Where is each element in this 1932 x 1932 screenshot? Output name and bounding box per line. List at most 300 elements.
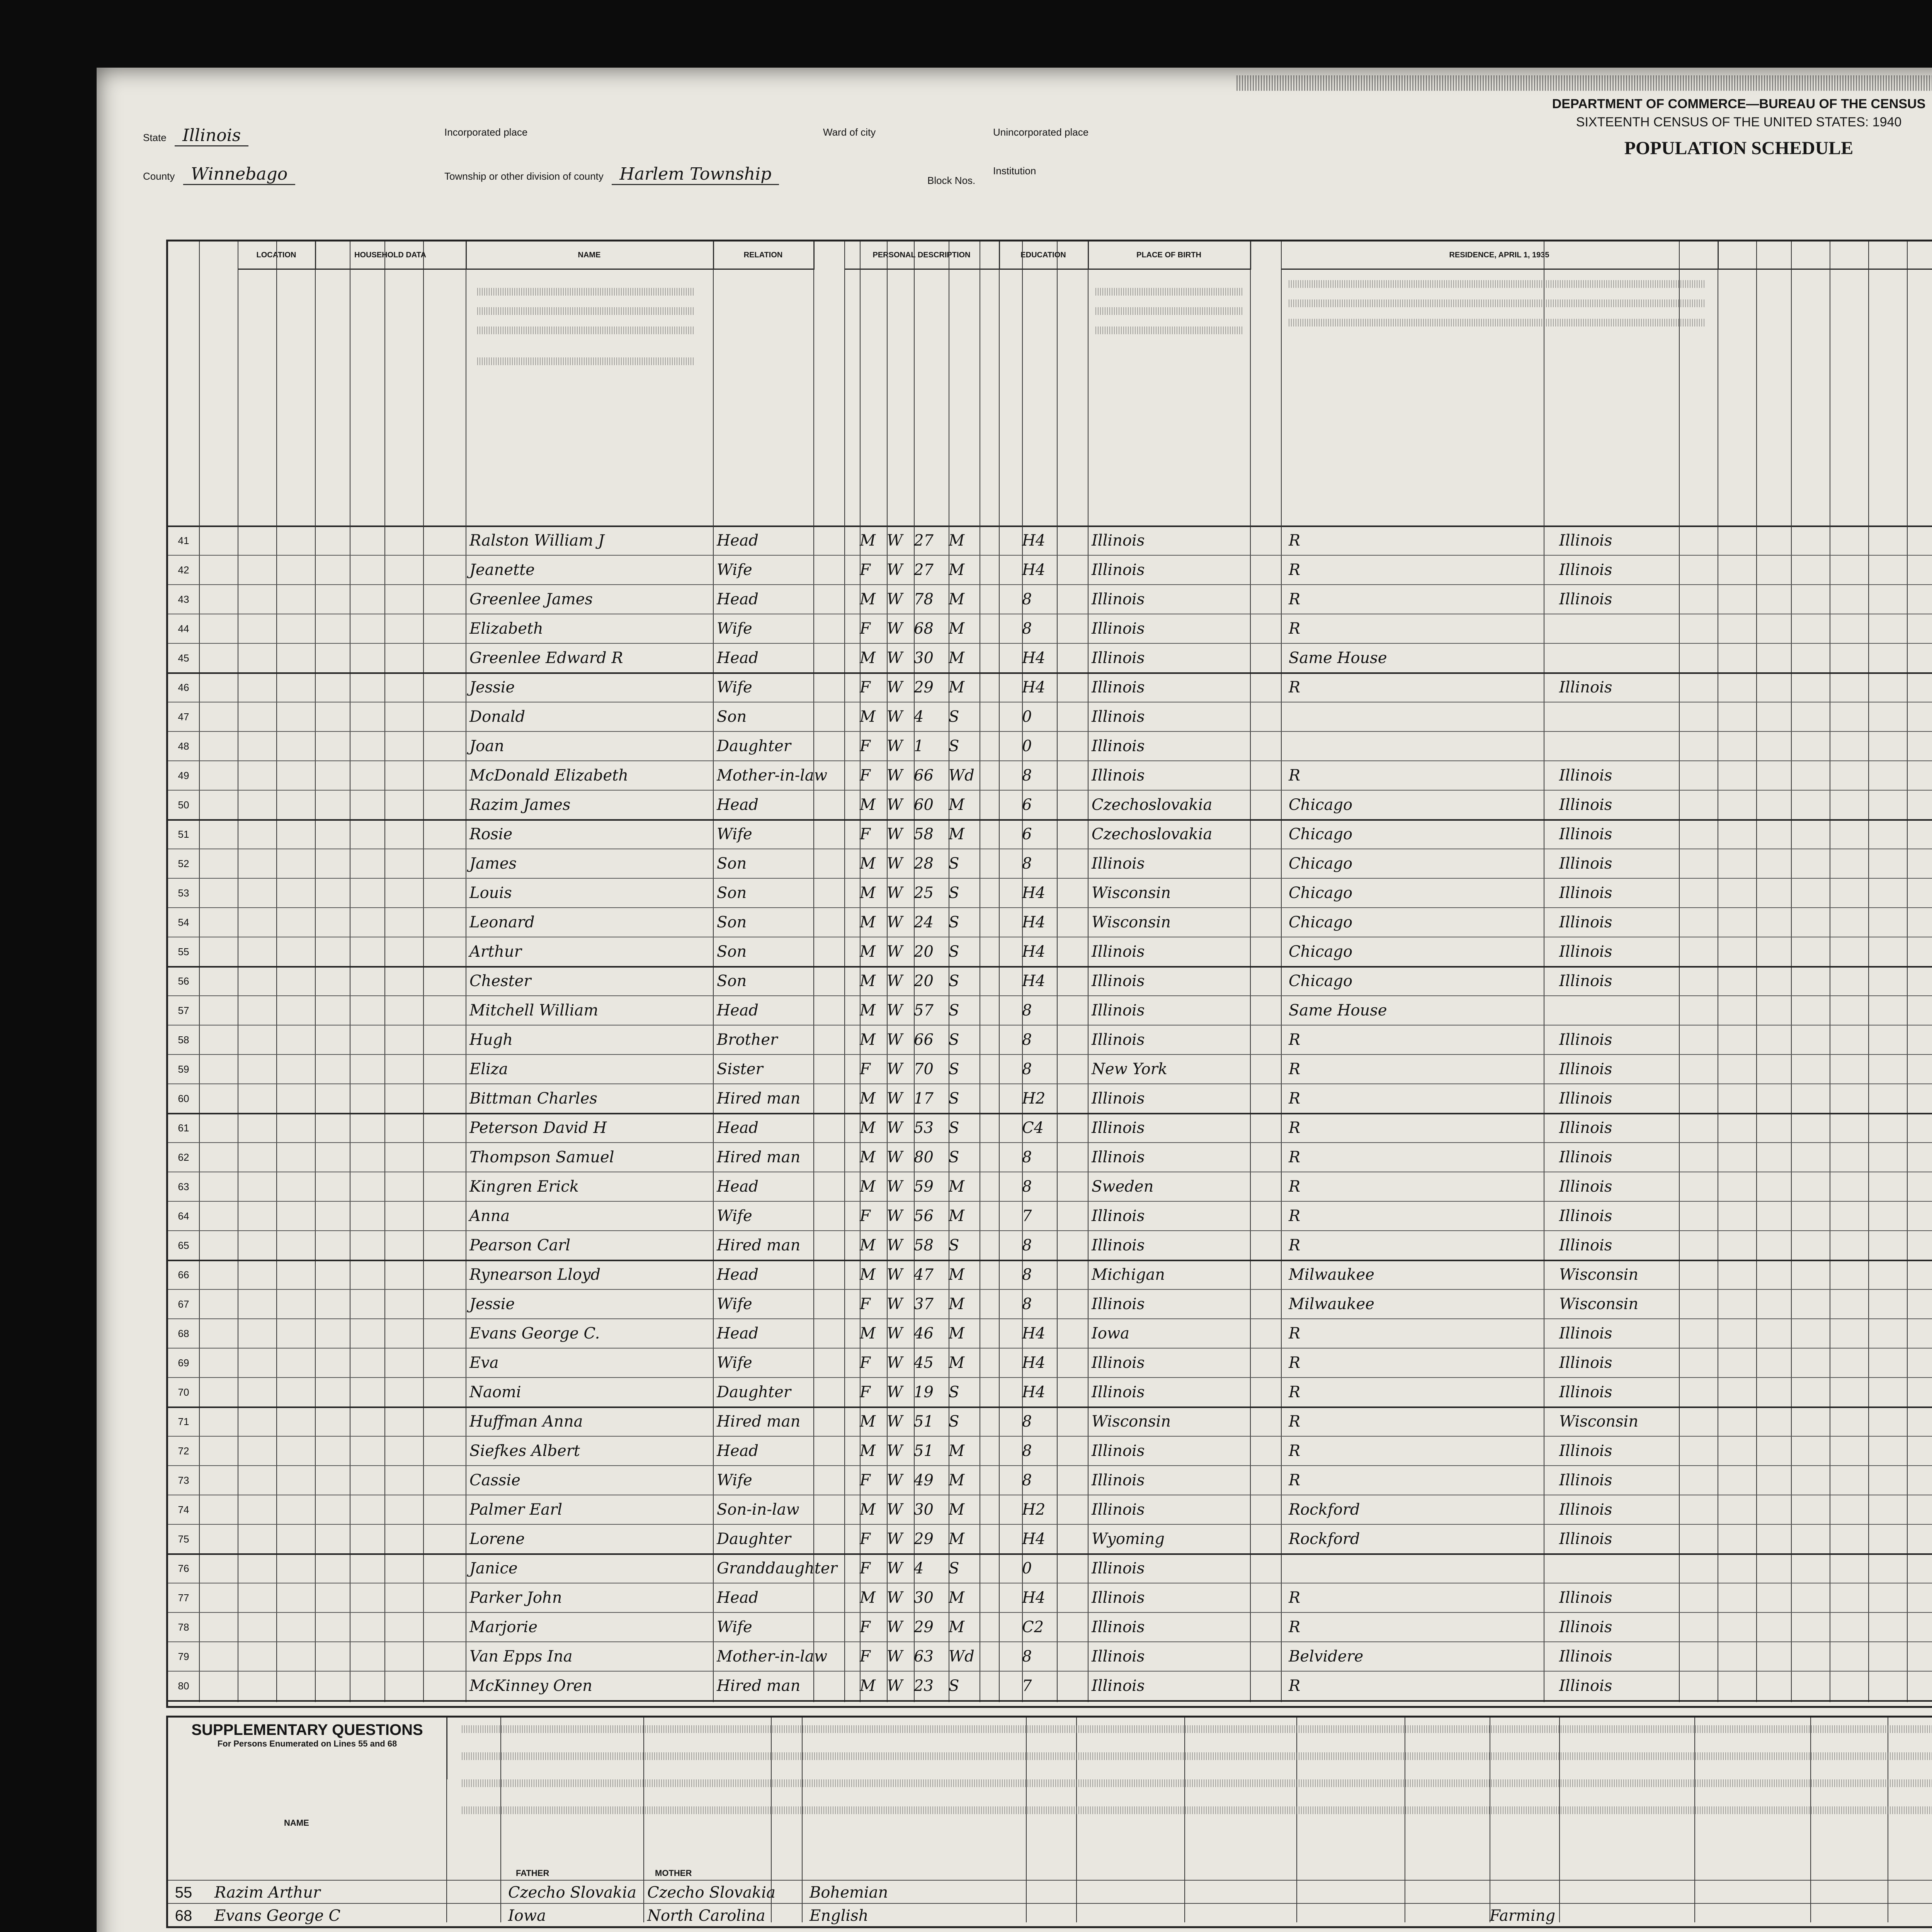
cell-sex: F: [860, 1648, 871, 1665]
cell-birthplace: Illinois: [1092, 1560, 1145, 1577]
group-employment: [1718, 242, 1932, 270]
table-row: [168, 1348, 1932, 1378]
cell-name: Razim James: [469, 796, 571, 814]
cell-grade: 0: [1022, 708, 1032, 726]
cell-marital: S: [949, 913, 959, 931]
cell-birthplace: Illinois: [1092, 679, 1145, 696]
cell-relation: Son: [717, 913, 747, 931]
cell-name: Marjorie: [469, 1618, 537, 1636]
cell-grade: 8: [1022, 1413, 1032, 1430]
incorporated-place-field: Incorporated place: [444, 126, 528, 138]
supp-name-label: NAME: [284, 1818, 309, 1828]
cell-name: McDonald Elizabeth: [469, 767, 629, 784]
cell-name: Greenlee Edward R: [469, 649, 623, 667]
cell-birthplace: Sweden: [1092, 1178, 1154, 1196]
cell-birthplace: Illinois: [1092, 1148, 1145, 1166]
cell-race: W: [887, 1354, 903, 1372]
cell-sex: M: [860, 1589, 876, 1607]
cell-line: 73: [178, 1475, 189, 1486]
cell-res1935: Chicago: [1289, 796, 1353, 814]
cell-res1935: R: [1289, 1148, 1301, 1166]
cell-marital: M: [949, 1530, 964, 1548]
supplementary-section: [166, 1716, 1932, 1928]
cell-race: W: [887, 1413, 903, 1430]
cell-race: W: [887, 1178, 903, 1196]
table-row: [168, 878, 1932, 908]
cell-race: W: [887, 1236, 903, 1254]
cell-grade: 8: [1022, 855, 1032, 872]
cell-marital: S: [949, 1236, 959, 1254]
cell-marital: M: [949, 796, 964, 814]
cell-res-state: Illinois: [1559, 855, 1612, 872]
cell-race: W: [887, 1589, 903, 1607]
cell-line: 52: [178, 858, 189, 869]
cell-line: 80: [178, 1680, 189, 1692]
supp-cell-mother: North Carolina: [647, 1907, 765, 1925]
cell-age: 53: [914, 1119, 934, 1137]
cell-line: 69: [178, 1357, 189, 1369]
cell-relation: Head: [717, 649, 759, 667]
cell-race: W: [887, 855, 903, 872]
cell-relation: Hired man: [717, 1090, 801, 1107]
cell-name: McKinney Oren: [469, 1677, 592, 1695]
table-row: [168, 790, 1932, 821]
cell-res-state: Illinois: [1559, 590, 1612, 608]
table-row: [168, 760, 1932, 791]
cell-birthplace: Wisconsin: [1092, 1413, 1171, 1430]
cell-marital: S: [949, 1677, 959, 1695]
supp-cell-father: Iowa: [508, 1907, 546, 1925]
cell-res-state: Illinois: [1559, 1148, 1612, 1166]
column-headers: [168, 242, 1932, 527]
cell-grade: H4: [1022, 649, 1046, 667]
cell-age: 28: [914, 855, 934, 872]
cell-birthplace: Illinois: [1092, 1648, 1145, 1665]
cell-birthplace: Illinois: [1092, 532, 1145, 549]
cell-birthplace: Illinois: [1092, 1090, 1145, 1107]
cell-sex: M: [860, 1325, 876, 1342]
cell-birthplace: Illinois: [1092, 1031, 1145, 1049]
cell-relation: Mother-in-law: [717, 767, 828, 784]
table-row: [168, 849, 1932, 879]
cell-age: 58: [914, 1236, 934, 1254]
cell-birthplace: Illinois: [1092, 1677, 1145, 1695]
table-row: [168, 907, 1932, 937]
cell-race: W: [887, 1148, 903, 1166]
cell-grade: H4: [1022, 1383, 1046, 1401]
cell-marital: S: [949, 1560, 959, 1577]
cell-marital: S: [949, 972, 959, 990]
table-row: [168, 1436, 1932, 1466]
cell-res-state: Illinois: [1559, 825, 1612, 843]
group-relation: RELATION: [713, 242, 815, 270]
table-row: [168, 1054, 1932, 1084]
cell-grade: 8: [1022, 1060, 1032, 1078]
cell-relation: Son: [717, 708, 747, 726]
cell-sex: M: [860, 1090, 876, 1107]
cell-marital: S: [949, 1413, 959, 1430]
cell-marital: M: [949, 1589, 964, 1607]
table-row: [168, 1641, 1932, 1672]
cell-marital: M: [949, 1442, 964, 1460]
group-personal: PERSONAL DESCRIPTION: [844, 242, 1000, 270]
cell-sex: M: [860, 1119, 876, 1137]
cell-age: 46: [914, 1325, 934, 1342]
cell-line: 55: [178, 946, 189, 957]
cell-marital: M: [949, 1501, 964, 1519]
cell-res1935: R: [1289, 620, 1301, 638]
ward-field: Ward of city: [823, 126, 876, 138]
cell-res-state: [1559, 702, 1675, 731]
cell-res-state: Illinois: [1559, 1325, 1612, 1342]
cell-line: 62: [178, 1151, 189, 1163]
cell-marital: M: [949, 1207, 964, 1225]
cell-birthplace: Illinois: [1092, 943, 1145, 961]
cell-sex: M: [860, 1413, 876, 1430]
cell-marital: S: [949, 1090, 959, 1107]
cell-marital: S: [949, 1002, 959, 1019]
cell-line: 71: [178, 1416, 189, 1427]
cell-grade: 8: [1022, 1148, 1032, 1166]
cell-grade: C4: [1022, 1119, 1044, 1137]
group-residence: RESIDENCE, APRIL 1, 1935: [1281, 242, 1719, 270]
cell-res1935: Rockford: [1289, 1530, 1360, 1548]
cell-age: 27: [914, 561, 934, 579]
cell-sex: M: [860, 972, 876, 990]
cell-marital: Wd: [949, 1648, 975, 1665]
cell-race: W: [887, 649, 903, 667]
cell-marital: S: [949, 943, 959, 961]
cell-sex: F: [860, 1354, 871, 1372]
cell-sex: F: [860, 737, 871, 755]
cell-res1935: R: [1289, 1413, 1301, 1430]
table-row: [168, 1113, 1932, 1143]
cell-marital: M: [949, 1354, 964, 1372]
cell-line: 70: [178, 1386, 189, 1398]
cell-grade: H4: [1022, 561, 1046, 579]
cell-sex: M: [860, 1236, 876, 1254]
table-row: [168, 1201, 1932, 1231]
cell-race: W: [887, 1325, 903, 1342]
cell-sex: F: [860, 825, 871, 843]
cell-birthplace: New York: [1092, 1060, 1167, 1078]
cell-age: 19: [914, 1383, 934, 1401]
table-row: [168, 1083, 1932, 1114]
cell-name: Elizabeth: [469, 620, 543, 638]
supp-cell-language: English: [810, 1907, 869, 1925]
cell-name: Palmer Earl: [469, 1501, 563, 1519]
cell-sex: F: [860, 1471, 871, 1489]
table-row: [168, 1612, 1932, 1642]
cell-res1935: R: [1289, 1031, 1301, 1049]
cell-res-state: Illinois: [1559, 561, 1612, 579]
cell-relation: Head: [717, 1178, 759, 1196]
table-row: [168, 731, 1932, 761]
cell-res-state: Illinois: [1559, 1618, 1612, 1636]
cell-grade: H4: [1022, 1325, 1046, 1342]
cell-res-state: Illinois: [1559, 1090, 1612, 1107]
cell-relation: Son: [717, 855, 747, 872]
table-row: [168, 966, 1932, 996]
cell-line: 79: [178, 1651, 189, 1662]
cell-marital: M: [949, 590, 964, 608]
cell-name: Pearson Carl: [469, 1236, 571, 1254]
cell-line: 63: [178, 1181, 189, 1192]
cell-res1935: R: [1289, 1589, 1301, 1607]
cell-age: 23: [914, 1677, 934, 1695]
cell-relation: Hired man: [717, 1236, 801, 1254]
cell-grade: 8: [1022, 1295, 1032, 1313]
cell-res1935: R: [1289, 1677, 1301, 1695]
cell-birthplace: Illinois: [1092, 1501, 1145, 1519]
cell-sex: F: [860, 1383, 871, 1401]
cell-relation: Daughter: [717, 737, 791, 755]
cell-res1935: Chicago: [1289, 913, 1353, 931]
cell-relation: Sister: [717, 1060, 763, 1078]
cell-race: W: [887, 1560, 903, 1577]
department-name: DEPARTMENT OF COMMERCE—BUREAU OF THE CENSUS: [1552, 97, 1926, 111]
cell-name: James: [469, 855, 517, 872]
cell-marital: M: [949, 1266, 964, 1284]
cell-res1935: Chicago: [1289, 943, 1353, 961]
cell-res-state: Illinois: [1559, 1060, 1612, 1078]
cell-marital: S: [949, 1119, 959, 1137]
cell-age: 24: [914, 913, 934, 931]
cell-name: Rosie: [469, 825, 513, 843]
cell-birthplace: Illinois: [1092, 620, 1145, 638]
cell-grade: H4: [1022, 943, 1046, 961]
cell-age: 59: [914, 1178, 934, 1196]
cell-line: 59: [178, 1063, 189, 1075]
supplementary-title-box: [168, 1718, 447, 1779]
cell-res-state: Illinois: [1559, 1119, 1612, 1137]
cell-relation: Mother-in-law: [717, 1648, 828, 1665]
cell-name: Rynearson Lloyd: [469, 1266, 601, 1284]
cell-res-state: Illinois: [1559, 913, 1612, 931]
cell-race: W: [887, 943, 903, 961]
cell-race: W: [887, 679, 903, 696]
cell-relation: Hired man: [717, 1413, 801, 1430]
cell-age: 80: [914, 1148, 934, 1166]
cell-name: Joan: [469, 737, 504, 755]
cell-birthplace: Illinois: [1092, 1207, 1145, 1225]
cell-age: 25: [914, 884, 934, 902]
cell-line: 77: [178, 1592, 189, 1604]
cell-relation: Son: [717, 884, 747, 902]
unincorporated-place-field: Unincorporated place: [993, 126, 1089, 138]
cell-relation: Son: [717, 972, 747, 990]
institution-field: Institution: [993, 165, 1036, 177]
cell-marital: S: [949, 855, 959, 872]
cell-race: W: [887, 1090, 903, 1107]
cell-age: 29: [914, 1618, 934, 1636]
cell-res1935: Same House: [1289, 649, 1387, 667]
cell-age: 29: [914, 1530, 934, 1548]
cell-res-state: Illinois: [1559, 1648, 1612, 1665]
cell-relation: Wife: [717, 679, 752, 696]
cell-relation: Head: [717, 1325, 759, 1342]
cell-res-state: Illinois: [1559, 1354, 1612, 1372]
supp-cell-occupation: [1490, 1881, 1683, 1904]
cell-race: W: [887, 590, 903, 608]
cell-age: 51: [914, 1413, 934, 1430]
cell-res-state: Illinois: [1559, 1589, 1612, 1607]
cell-marital: S: [949, 737, 959, 755]
cell-name: Leonard: [469, 913, 535, 931]
cell-sex: M: [860, 884, 876, 902]
cell-grade: 8: [1022, 1031, 1032, 1049]
cell-relation: Head: [717, 796, 759, 814]
state-field: State Illinois: [143, 126, 248, 145]
cell-res1935: [1289, 1553, 1428, 1583]
cell-marital: M: [949, 620, 964, 638]
schedule-title: POPULATION SCHEDULE: [1624, 138, 1854, 158]
cell-res1935: R: [1289, 1442, 1301, 1460]
cell-sex: M: [860, 1677, 876, 1695]
cell-age: 27: [914, 532, 934, 549]
cell-race: W: [887, 1031, 903, 1049]
cell-marital: M: [949, 1618, 964, 1636]
cell-res1935: R: [1289, 1354, 1301, 1372]
cell-res-state: Wisconsin: [1559, 1295, 1639, 1313]
cell-relation: Head: [717, 590, 759, 608]
cell-line: 65: [178, 1240, 189, 1251]
cell-res1935: R: [1289, 1236, 1301, 1254]
cell-grade: H2: [1022, 1501, 1046, 1519]
cell-marital: M: [949, 1471, 964, 1489]
cell-relation: Head: [717, 532, 759, 549]
cell-res1935: R: [1289, 767, 1301, 784]
cell-res-state: [1559, 614, 1675, 643]
cell-race: W: [887, 1295, 903, 1313]
cell-race: W: [887, 1266, 903, 1284]
cell-name: Parker John: [469, 1589, 562, 1607]
cell-birthplace: Czechoslovakia: [1092, 825, 1213, 843]
cell-res1935: R: [1289, 1060, 1301, 1078]
cell-age: 68: [914, 620, 934, 638]
cell-race: W: [887, 1002, 903, 1019]
cell-relation: Wife: [717, 620, 752, 638]
cell-race: W: [887, 532, 903, 549]
cell-name: Greenlee James: [469, 590, 593, 608]
cell-res-state: Illinois: [1559, 679, 1612, 696]
table-row: [168, 1318, 1932, 1349]
cell-res1935: R: [1289, 1119, 1301, 1137]
cell-name: Mitchell William: [469, 1002, 599, 1019]
cell-race: W: [887, 737, 903, 755]
cell-name: Hugh: [469, 1031, 513, 1049]
cell-line: 58: [178, 1034, 189, 1046]
cell-sex: M: [860, 649, 876, 667]
cell-marital: S: [949, 884, 959, 902]
cell-name: Siefkes Albert: [469, 1442, 580, 1460]
table-row: [168, 1524, 1932, 1555]
cell-sex: M: [860, 1442, 876, 1460]
census-title-block: [1449, 97, 1932, 159]
cell-relation: Daughter: [717, 1530, 791, 1548]
cell-line: 48: [178, 740, 189, 752]
cell-relation: Hired man: [717, 1148, 801, 1166]
cell-race: W: [887, 1442, 903, 1460]
group-birthplace: PLACE OF BIRTH: [1088, 242, 1251, 270]
cell-line: 54: [178, 917, 189, 928]
cell-age: 4: [914, 1560, 924, 1577]
cell-res1935: [1289, 731, 1428, 760]
cell-sex: M: [860, 943, 876, 961]
cell-age: 20: [914, 972, 934, 990]
cell-race: W: [887, 1471, 903, 1489]
cell-age: 78: [914, 590, 934, 608]
cell-name: Lorene: [469, 1530, 525, 1548]
cell-name: Jeanette: [469, 561, 535, 579]
cell-res-state: [1559, 1553, 1675, 1583]
cell-age: 49: [914, 1471, 934, 1489]
table-row: [168, 614, 1932, 644]
cell-age: 51: [914, 1442, 934, 1460]
cell-marital: M: [949, 1178, 964, 1196]
cell-marital: S: [949, 1031, 959, 1049]
supp-cell-line: 55: [175, 1884, 192, 1901]
cell-res-state: Illinois: [1559, 943, 1612, 961]
table-row: [168, 1172, 1932, 1202]
cell-relation: Brother: [717, 1031, 778, 1049]
cell-res1935: Milwaukee: [1289, 1266, 1374, 1284]
cell-race: W: [887, 1383, 903, 1401]
cell-marital: M: [949, 1295, 964, 1313]
cell-line: 41: [178, 535, 189, 546]
cell-sex: M: [860, 590, 876, 608]
cell-grade: 8: [1022, 1002, 1032, 1019]
cell-relation: Daughter: [717, 1383, 791, 1401]
cell-race: W: [887, 796, 903, 814]
cell-sex: F: [860, 1618, 871, 1636]
cell-grade: 0: [1022, 737, 1032, 755]
cell-line: 50: [178, 799, 189, 811]
cell-res-state: Illinois: [1559, 1442, 1612, 1460]
cell-line: 46: [178, 682, 189, 693]
cell-relation: Wife: [717, 1207, 752, 1225]
cell-age: 45: [914, 1354, 934, 1372]
cell-relation: Hired man: [717, 1677, 801, 1695]
cell-res1935: Chicago: [1289, 884, 1353, 902]
cell-relation: Wife: [717, 1295, 752, 1313]
cell-grade: 8: [1022, 620, 1032, 638]
cell-age: 58: [914, 825, 934, 843]
cell-res-state: Wisconsin: [1559, 1413, 1639, 1430]
table-row: [168, 1406, 1932, 1437]
cell-line: 47: [178, 711, 189, 723]
cell-res-state: Illinois: [1559, 1031, 1612, 1049]
cell-age: 30: [914, 1589, 934, 1607]
county-field: County Winnebago: [143, 164, 295, 184]
cell-age: 29: [914, 679, 934, 696]
cell-res1935: R: [1289, 679, 1301, 696]
cell-sex: M: [860, 855, 876, 872]
cell-grade: 6: [1022, 796, 1032, 814]
cell-birthplace: Iowa: [1092, 1325, 1129, 1342]
cell-birthplace: Illinois: [1092, 708, 1145, 726]
cell-res-state: Illinois: [1559, 1207, 1612, 1225]
cell-res1935: R: [1289, 1090, 1301, 1107]
cell-birthplace: Wisconsin: [1092, 913, 1171, 931]
cell-relation: Son-in-law: [717, 1501, 799, 1519]
cell-line: 51: [178, 828, 189, 840]
cell-name: Evans George C.: [469, 1325, 600, 1342]
cell-relation: Wife: [717, 561, 752, 579]
group-name: NAME: [466, 242, 714, 270]
supp-row: [168, 1880, 1932, 1904]
cell-res-state: Illinois: [1559, 1471, 1612, 1489]
